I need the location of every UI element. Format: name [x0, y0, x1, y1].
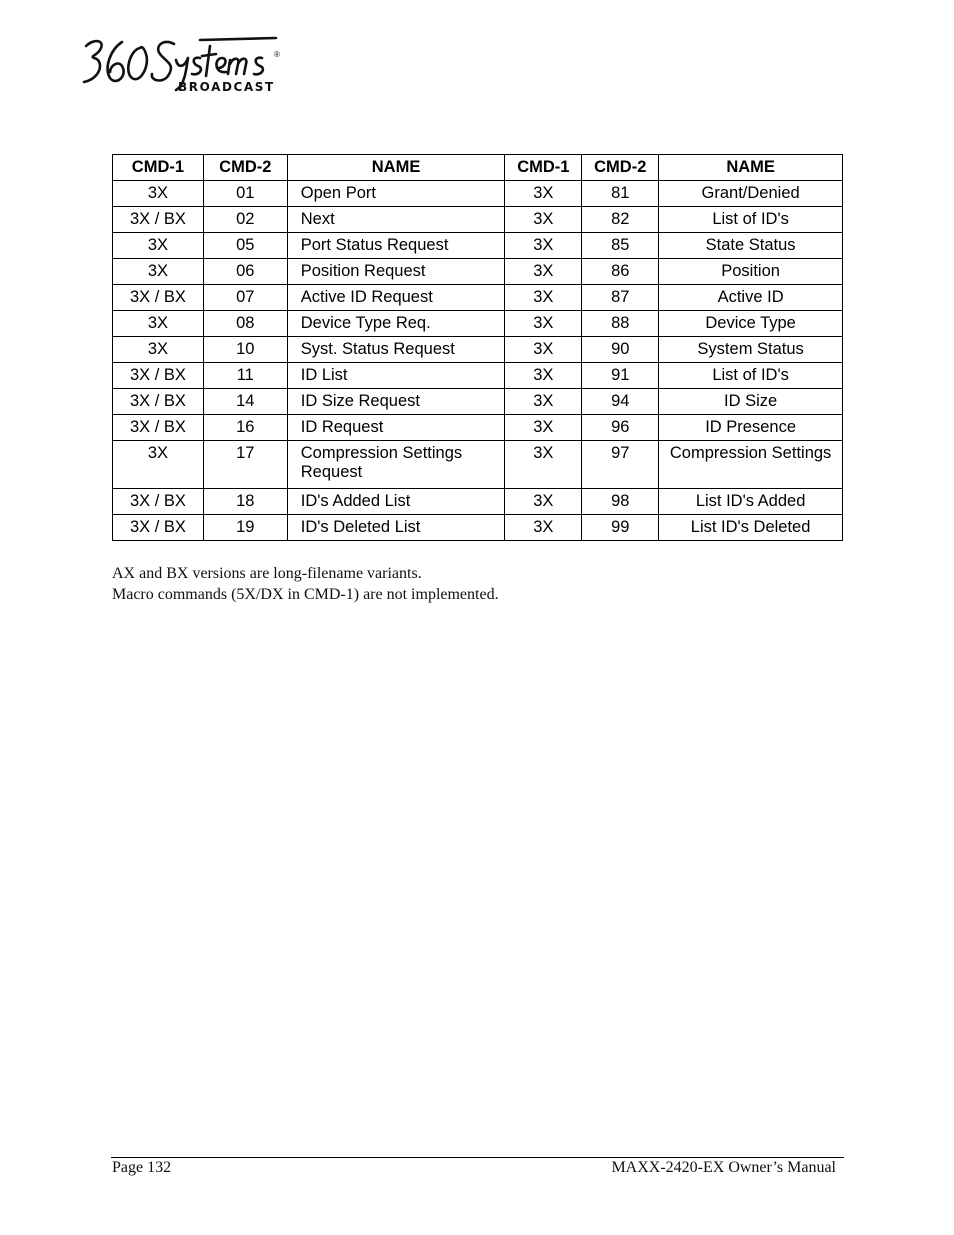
cell-name: Position Request [287, 259, 505, 285]
cell-cmd2-right: 90 [582, 337, 659, 363]
cell-cmd1-right: 3X [505, 363, 582, 389]
cell-cmd2-right: 82 [582, 207, 659, 233]
cell-cmd2: 11 [203, 363, 287, 389]
cell-name-right: ID Size [659, 389, 843, 415]
cell-name: Next [287, 207, 505, 233]
cell-name-right: List of ID's [659, 363, 843, 389]
note-line: Macro commands (5X/DX in CMD-1) are not implemented. [112, 586, 499, 603]
cell-cmd1: 3X [113, 233, 204, 259]
table-row [113, 311, 843, 337]
cell-name-right: Compression Settings [659, 441, 843, 489]
cell-cmd1-right: 3X [505, 311, 582, 337]
logo-wordmark: BROADCAST [178, 80, 275, 94]
table-row [113, 489, 843, 515]
cell-name-right: System Status [659, 337, 843, 363]
cell-name: Syst. Status Request [287, 337, 505, 363]
cell-cmd1-right: 3X [505, 441, 582, 489]
cell-cmd1-right: 3X [505, 259, 582, 285]
cell-cmd1-right: 3X [505, 389, 582, 415]
cell-name: ID's Deleted List [287, 515, 505, 541]
cell-cmd1: 3X / BX [113, 363, 204, 389]
cell-cmd2: 10 [203, 337, 287, 363]
cell-cmd2-right: 96 [582, 415, 659, 441]
cell-cmd2: 18 [203, 489, 287, 515]
header-name-right: NAME [659, 155, 843, 181]
registered-mark: ® [274, 50, 280, 59]
cell-name: ID's Added List [287, 489, 505, 515]
table-header-row [113, 155, 843, 181]
table-row [113, 363, 843, 389]
cell-cmd1: 3X [113, 181, 204, 207]
cell-cmd1-right: 3X [505, 181, 582, 207]
cell-cmd1: 3X [113, 337, 204, 363]
cell-cmd2: 08 [203, 311, 287, 337]
header-cmd2-right: CMD-2 [582, 155, 659, 181]
cell-cmd2-right: 88 [582, 311, 659, 337]
table-row [113, 233, 843, 259]
header-cmd1-right: CMD-1 [505, 155, 582, 181]
cell-cmd2: 14 [203, 389, 287, 415]
cell-cmd1-right: 3X [505, 233, 582, 259]
table-row [113, 389, 843, 415]
page-number: Page 132 [112, 1159, 172, 1176]
cell-cmd1: 3X / BX [113, 285, 204, 311]
cell-cmd1: 3X / BX [113, 515, 204, 541]
cell-name: Active ID Request [287, 285, 505, 311]
cell-cmd1: 3X / BX [113, 389, 204, 415]
footer-divider [111, 1157, 844, 1158]
cell-name: Port Status Request [287, 233, 505, 259]
table-notes [112, 563, 499, 605]
cell-cmd1-right: 3X [505, 415, 582, 441]
cell-name-right: Grant/Denied [659, 181, 843, 207]
cell-cmd1: 3X [113, 441, 204, 489]
note-line: AX and BX versions are long-filename variants. [112, 565, 422, 582]
cell-cmd1: 3X / BX [113, 415, 204, 441]
cell-name-right: List ID's Added [659, 489, 843, 515]
cell-cmd2-right: 91 [582, 363, 659, 389]
cell-cmd2: 07 [203, 285, 287, 311]
cell-name-right: Position [659, 259, 843, 285]
table-row [113, 415, 843, 441]
company-logo [80, 32, 290, 98]
cell-name-right: Device Type [659, 311, 843, 337]
cell-name-right: Active ID [659, 285, 843, 311]
cell-name: ID Size Request [287, 389, 505, 415]
cell-cmd1: 3X [113, 311, 204, 337]
table-row [113, 441, 843, 489]
header-cmd2-left: CMD-2 [203, 155, 287, 181]
manual-title: MAXX-2420-EX Owner’s Manual [611, 1159, 836, 1176]
cell-name: ID List [287, 363, 505, 389]
cell-cmd2: 06 [203, 259, 287, 285]
table-row [113, 259, 843, 285]
cell-cmd2-right: 86 [582, 259, 659, 285]
cell-cmd2: 05 [203, 233, 287, 259]
table-row [113, 181, 843, 207]
cell-name-right: List ID's Deleted [659, 515, 843, 541]
cell-cmd2-right: 98 [582, 489, 659, 515]
cell-name: Device Type Req. [287, 311, 505, 337]
table-row [113, 207, 843, 233]
cell-cmd2: 02 [203, 207, 287, 233]
cell-name: Compression Settings Request [287, 441, 505, 489]
table-row [113, 285, 843, 311]
cell-cmd1-right: 3X [505, 285, 582, 311]
cell-cmd2: 17 [203, 441, 287, 489]
cell-cmd1: 3X / BX [113, 489, 204, 515]
cell-cmd1-right: 3X [505, 337, 582, 363]
cell-cmd2-right: 97 [582, 441, 659, 489]
cell-name-right: State Status [659, 233, 843, 259]
table-row [113, 337, 843, 363]
cell-cmd2-right: 81 [582, 181, 659, 207]
cell-cmd1-right: 3X [505, 207, 582, 233]
cell-cmd2-right: 85 [582, 233, 659, 259]
cell-cmd1-right: 3X [505, 489, 582, 515]
cell-name: Open Port [287, 181, 505, 207]
cell-cmd2: 16 [203, 415, 287, 441]
cell-cmd1: 3X / BX [113, 207, 204, 233]
cell-cmd2-right: 99 [582, 515, 659, 541]
cell-cmd1: 3X [113, 259, 204, 285]
cell-cmd1-right: 3X [505, 515, 582, 541]
cell-name-right: ID Presence [659, 415, 843, 441]
cell-cmd2: 19 [203, 515, 287, 541]
cell-cmd2: 01 [203, 181, 287, 207]
cell-name-right: List of ID's [659, 207, 843, 233]
header-cmd1-left: CMD-1 [113, 155, 204, 181]
cell-cmd2-right: 87 [582, 285, 659, 311]
header-name-left: NAME [287, 155, 505, 181]
cell-cmd2-right: 94 [582, 389, 659, 415]
command-table [112, 154, 843, 541]
cell-name: ID Request [287, 415, 505, 441]
table-row [113, 515, 843, 541]
